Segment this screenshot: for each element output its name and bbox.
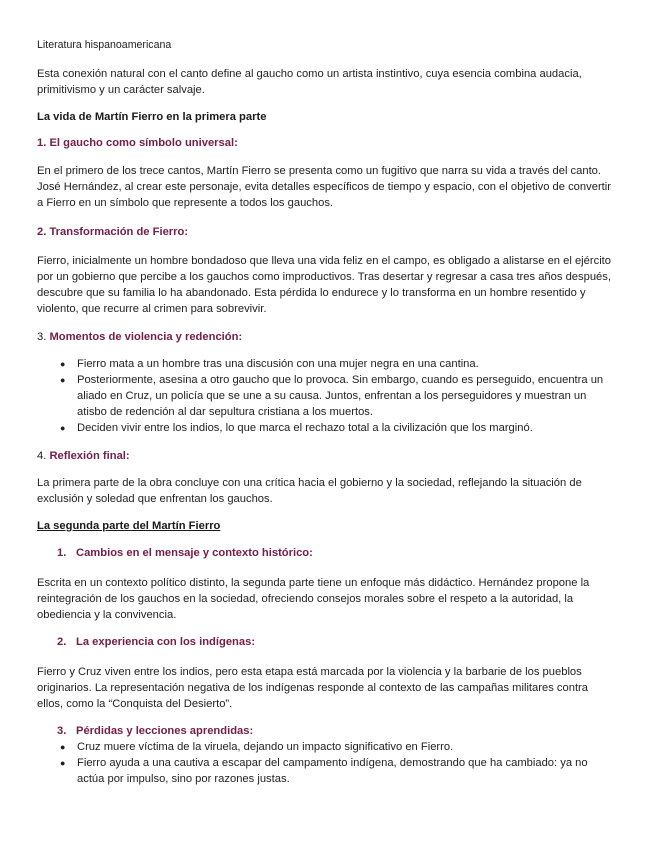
section-heading-transformacion: 2. Transformación de Fierro: [37, 226, 189, 238]
section-number: 3. [37, 331, 50, 343]
section-number: 4. [37, 450, 50, 462]
section-heading-reflexion [37, 448, 617, 464]
section-heading-violencia [37, 329, 617, 345]
part1-title: La vida de Martín Fierro en la primera parte [37, 111, 267, 123]
section-number: 3. [57, 725, 67, 737]
section-heading-gaucho-simbolo: 1. El gaucho como símbolo universal: [37, 137, 238, 149]
losses-bullet-list [37, 739, 617, 787]
list-item: ● Fierro mata a un hombre tras una discusión con una mujer negra en una cantina. [37, 356, 617, 372]
section-text-transformacion: Fierro, inicialmente un hombre bondadoso que lleva una vida feliz en el campo, es obligado a alistarse en el ejército por un gobierno que percibe a los gauchos como improductivos. Tras desertar y regresar a casa tres años después, descubre que su familia lo ha abandonado. Esta pérdida lo endurece y lo transforma en un hombre resentido y violento, que recurre al crimen para sobrevivir. [37, 255, 612, 315]
violence-bullet-list [37, 356, 617, 436]
section-heading-text: Pérdidas y lecciones aprendidas: [76, 725, 254, 737]
list-item: ● Posteriormente, asesina a otro gaucho que lo provoca. Sin embargo, cuando es perseguido, encuentra un aliado en Cruz, un policía que se une a su causa. Juntos, enfrentan a los perseguidores y muestran un atisbo de redención al dar sepultura cristiana a los muertos. [37, 372, 617, 420]
section-text-reflexion: La primera parte de la obra concluye con una crítica hacia el gobierno y la sociedad, reflejando la situación de exclusión y soledad que enfrentan los gauchos. [37, 477, 582, 505]
section-heading-indigenas [37, 634, 637, 650]
part2-title: La segunda parte del Martín Fierro [37, 520, 221, 532]
section-heading-text: Cambios en el mensaje y contexto histórico: [76, 547, 313, 559]
section-heading-text: Reflexión final: [49, 450, 130, 462]
list-item: ● Deciden vivir entre los indios, lo que marca el rechazo total a la civilización que los marginó. [37, 420, 617, 436]
section-number: 2. [57, 636, 67, 648]
section-text-cambios: Escrita en un contexto político distinto, la segunda parte tiene un enfoque más didáctico. Hernández propone la reintegración de los gauchos en la sociedad, ofreciendo consejos morales sobre el respeto a la autoridad, la obediencia y la convivencia. [37, 577, 590, 621]
section-text-gaucho-simbolo: En el primero de los trece cantos, Martín Fierro se presenta como un fugitivo que narra su vida a través del canto. José Hernández, al crear este personaje, evita detalles específicos de tiempo y espacio, con el objetivo de convertir a Fierro en un símbolo que represente a todos los gauchos. [37, 165, 611, 209]
section-heading-text: La experiencia con los indígenas: [76, 636, 256, 648]
list-item: ● Fierro ayuda a una cautiva a escapar del campamento indígena, demostrando que ha cambiado: ya no actúa por impulso, sino por razones justas. [37, 755, 617, 787]
list-item: ● Cruz muere víctima de la viruela, dejando un impacto significativo en Fierro. [37, 739, 617, 755]
running-header: Literatura hispanoamericana [37, 39, 172, 51]
section-heading-perdidas [37, 723, 637, 739]
section-text-indigenas: Fierro y Cruz viven entre los indios, pero esta etapa está marcada por la violencia y la barbarie de los pueblos originarios. La representación negativa de los indígenas responde al contexto de las campañas militares contra ellos, como la “Conquista del Desierto”. [37, 666, 589, 710]
intro-paragraph: Esta conexión natural con el canto define al gaucho como un artista instintivo, cuya esencia combina audacia, primitivismo y un carácter salvaje. [37, 68, 582, 96]
section-heading-text: Momentos de violencia y redención: [49, 331, 243, 343]
section-heading-cambios [37, 545, 637, 561]
section-number: 1. [57, 547, 67, 559]
